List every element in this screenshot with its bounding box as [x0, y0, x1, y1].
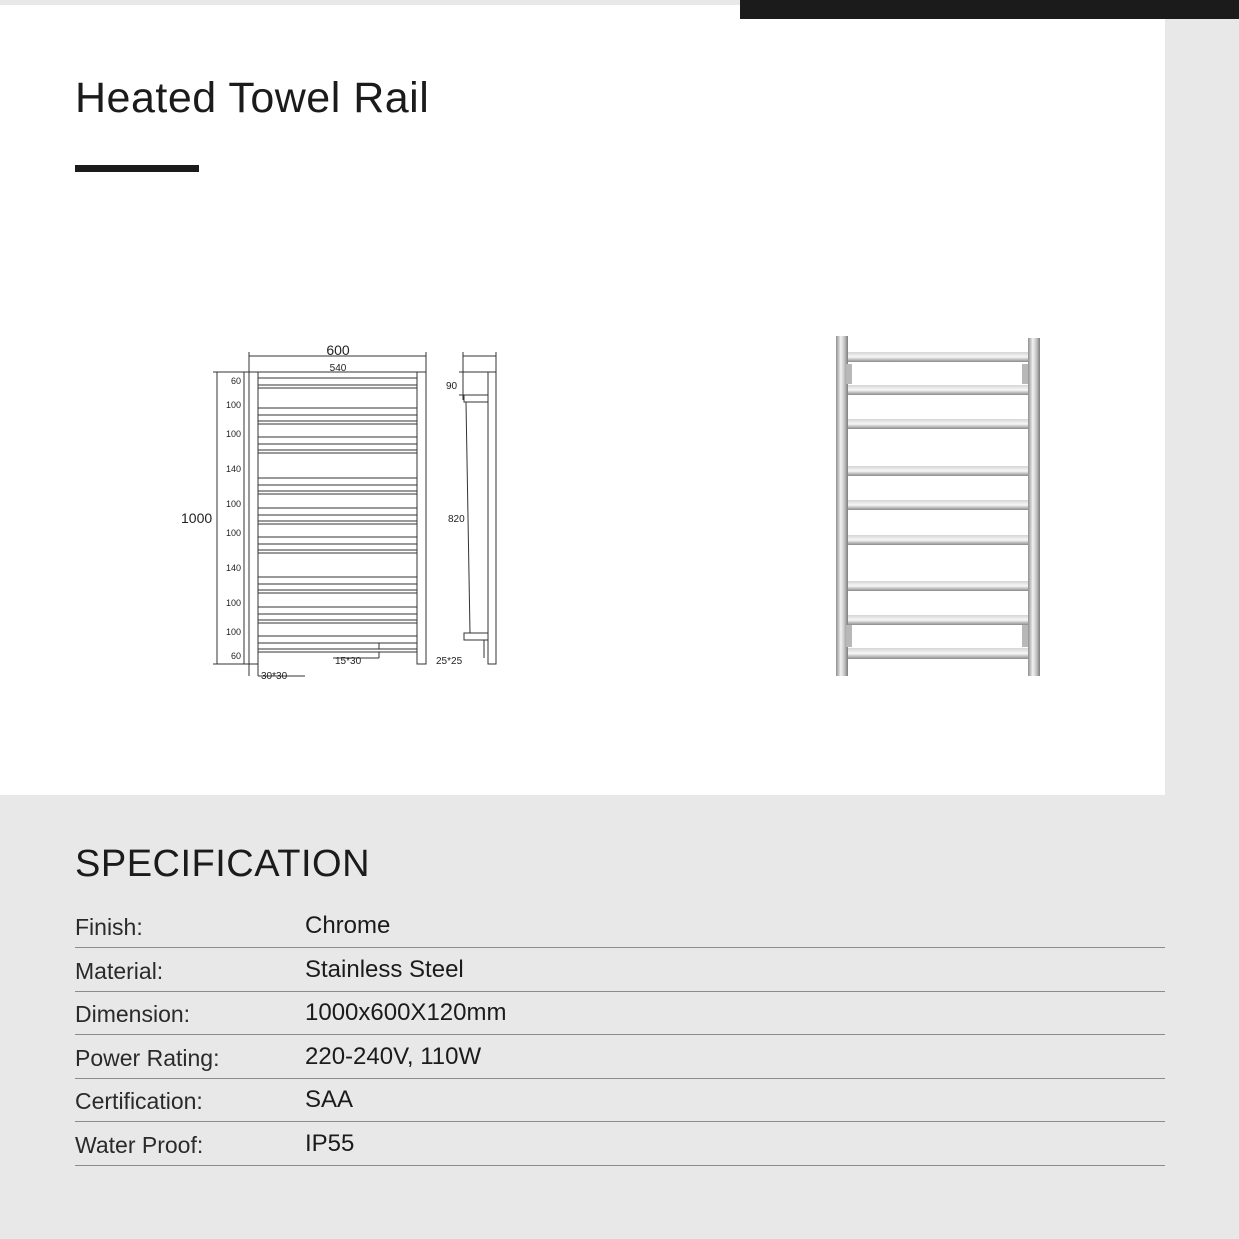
right-post	[1028, 338, 1040, 676]
spec-row-certification	[75, 1079, 1165, 1122]
product-photo	[830, 330, 1045, 680]
dim-spacing: 140	[226, 464, 242, 474]
spec-row-material	[75, 949, 1165, 992]
dim-spacing: 100	[226, 429, 242, 439]
dim-spacing: 60	[231, 651, 242, 661]
specification-table	[75, 905, 1165, 1166]
spec-value: Chrome	[305, 912, 391, 939]
spec-label: Water Proof:	[75, 1131, 204, 1158]
spec-row-power-rating	[75, 1036, 1165, 1079]
dim-height: 1000	[181, 510, 213, 526]
title-underline	[75, 165, 199, 172]
dim-spacing: 140	[226, 563, 242, 573]
spec-label: Dimension:	[75, 1001, 191, 1027]
drawing-bars	[258, 378, 417, 652]
technical-drawing	[170, 335, 520, 685]
top-accent-bar	[740, 0, 1239, 19]
spec-label: Certification:	[75, 1088, 203, 1114]
right-margin-strip	[1165, 19, 1239, 795]
dim-post-size: 30*30	[261, 671, 288, 682]
dim-spacing: 100	[226, 400, 242, 410]
spec-label: Finish:	[75, 914, 143, 940]
spec-row-dimension	[75, 992, 1165, 1035]
dim-depth-span: 820	[448, 514, 465, 525]
spec-row-finish	[75, 905, 1165, 948]
dim-spacing: 100	[226, 499, 242, 509]
specification-title: SPECIFICATION	[75, 843, 371, 885]
spec-value: SAA	[305, 1086, 354, 1113]
dim-width-outer: 600	[326, 342, 350, 358]
dim-spacing: 100	[226, 528, 242, 538]
page-title: Heated Towel Rail	[75, 74, 430, 122]
dim-bracket-size: 25*25	[436, 656, 463, 667]
dim-spacing: 60	[231, 376, 242, 386]
spec-value: IP55	[305, 1129, 355, 1157]
dim-width-inner: 540	[329, 363, 347, 374]
spec-value: Stainless Steel	[305, 955, 464, 983]
spec-value: 220-240V, 110W	[305, 1042, 482, 1070]
spec-value: 1000x600X120mm	[305, 999, 507, 1026]
spec-label: Material:	[75, 957, 164, 984]
dim-spacing: 100	[226, 627, 242, 637]
spec-row-water-proof	[75, 1123, 1165, 1166]
dim-bar-size: 15*30	[335, 656, 362, 667]
photo-bars	[848, 352, 1028, 659]
dim-offset-top: 90	[446, 381, 458, 392]
spec-label: Power Rating:	[75, 1044, 220, 1071]
dim-spacing: 100	[226, 598, 242, 608]
